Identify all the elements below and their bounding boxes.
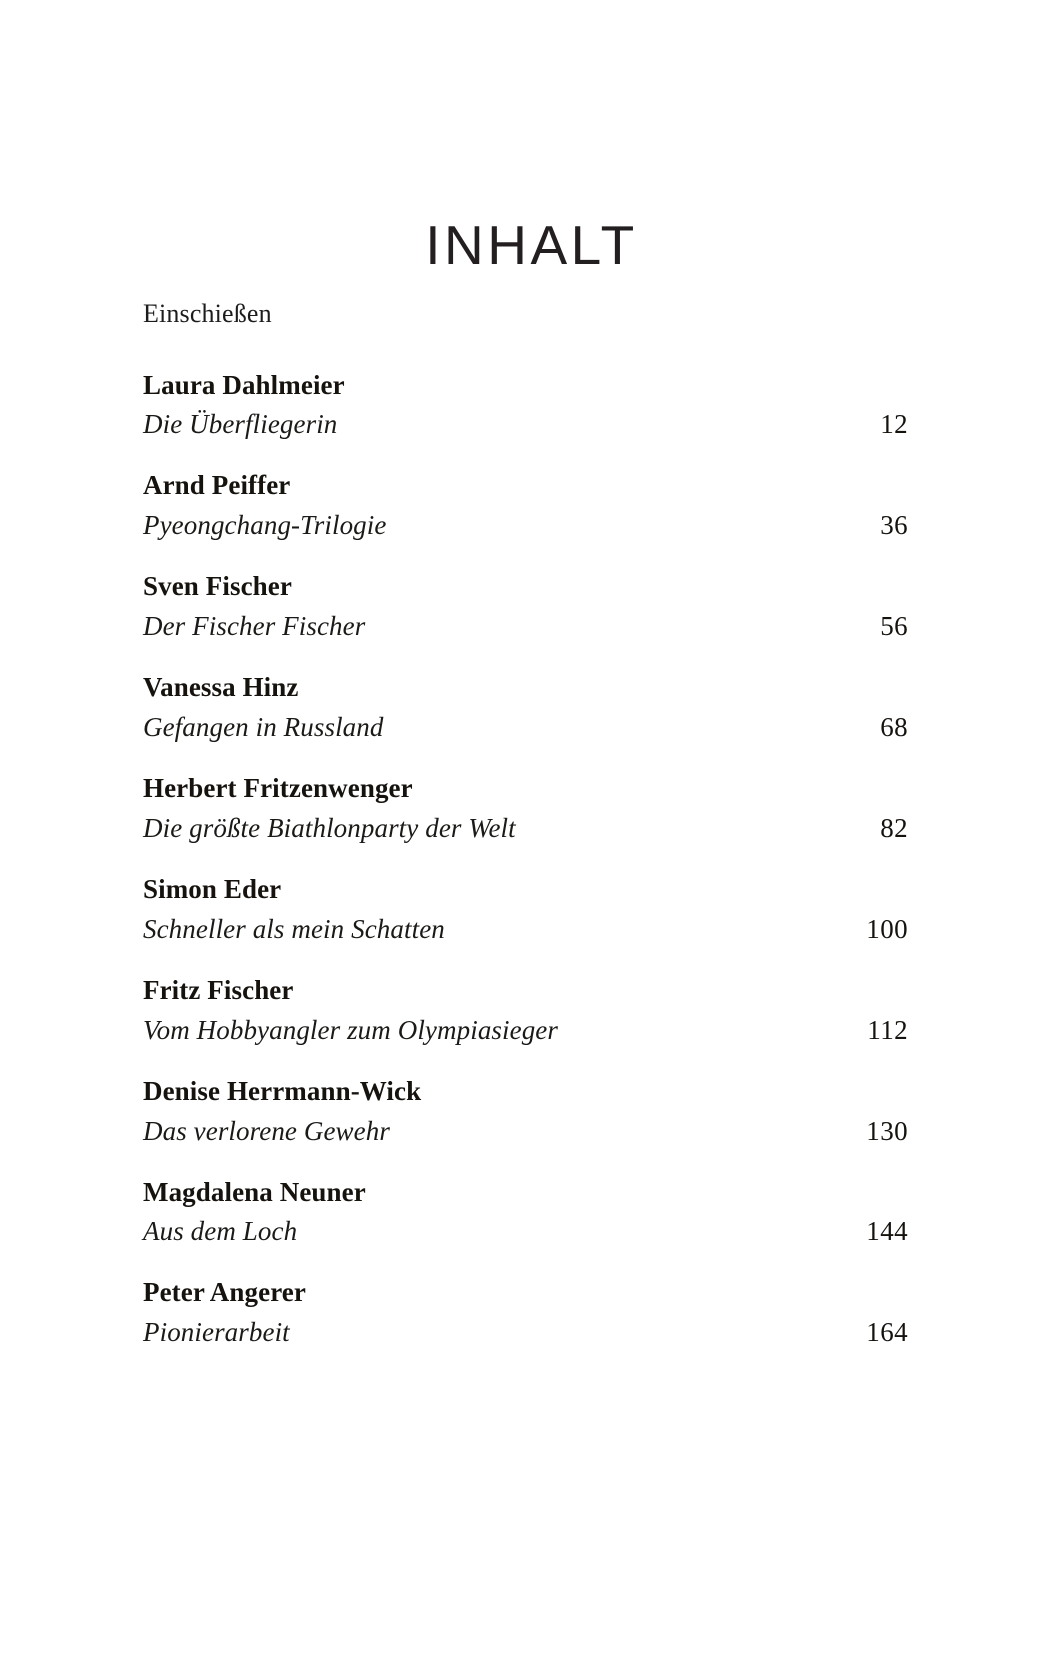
toc-entry-subtitle: Pyeongchang-Trilogie (143, 510, 387, 541)
toc-entry-name: Arnd Peiffer (143, 470, 291, 501)
toc-entry-name: Vanessa Hinz (143, 672, 299, 703)
toc-entry[interactable] (143, 1176, 908, 1249)
toc-entry-subtitle: Vom Hobbyangler zum Olympiasieger (143, 1014, 558, 1045)
toc-entry-name: Magdalena Neuner (143, 1176, 366, 1207)
toc-entry-name: Laura Dahlmeier (143, 369, 345, 400)
toc-entry[interactable] (143, 873, 908, 946)
toc-entry-line (143, 1215, 908, 1248)
toc-entry-line (143, 1014, 908, 1047)
toc-entry-subtitle: Schneller als mein Schatten (143, 913, 445, 944)
toc-entry-subtitle: Die Überfliegerin (143, 409, 338, 440)
toc-entry-page-number: 130 (866, 1115, 908, 1146)
section-label: Einschießen (143, 299, 272, 328)
toc-entry-line (143, 408, 908, 441)
toc-entry-subtitle: Aus dem Loch (143, 1216, 298, 1247)
toc-entry[interactable] (143, 1276, 908, 1349)
toc-entry-list (143, 369, 908, 1350)
toc-entry[interactable] (143, 469, 908, 542)
toc-entry-line (143, 913, 908, 946)
toc-entry-line (143, 1316, 908, 1349)
toc-entry-page-number: 144 (866, 1216, 908, 1247)
toc-entry[interactable] (143, 772, 908, 845)
toc-entry-line (143, 812, 908, 845)
table-of-contents (143, 298, 908, 1349)
toc-entry-name: Sven Fischer (143, 571, 292, 602)
toc-entry-name: Herbert Fritzenwenger (143, 773, 413, 803)
toc-entry[interactable] (143, 570, 908, 643)
toc-entry-name: Fritz Fischer (143, 974, 294, 1005)
toc-entry-name: Peter Angerer (143, 1277, 306, 1308)
toc-entry-subtitle: Gefangen in Russland (143, 712, 384, 743)
toc-entry-page-number: 68 (880, 712, 908, 743)
toc-entry-subtitle: Pionierarbeit (143, 1317, 290, 1348)
toc-entry-line (143, 711, 908, 744)
toc-entry-line (143, 1115, 908, 1148)
toc-entry-subtitle: Das verlorene Gewehr (143, 1115, 390, 1146)
toc-entry[interactable] (143, 369, 908, 442)
toc-entry-page-number: 164 (866, 1317, 908, 1348)
toc-entry[interactable] (143, 974, 908, 1047)
toc-entry-name: Simon Eder (143, 873, 282, 904)
toc-entry-name: Denise Herrmann-Wick (143, 1075, 422, 1106)
toc-entry-line (143, 509, 908, 542)
toc-entry-page-number: 100 (866, 913, 908, 944)
toc-entry-line (143, 610, 908, 643)
toc-entry-page-number: 36 (880, 510, 908, 541)
toc-entry-page-number: 82 (880, 812, 908, 843)
toc-entry-page-number: 56 (880, 611, 908, 642)
page-title: INHALT (425, 213, 638, 276)
toc-entry[interactable] (143, 671, 908, 744)
toc-entry-page-number: 12 (880, 409, 908, 440)
toc-entry-subtitle: Die größte Biathlonparty der Welt (143, 812, 516, 843)
toc-entry-page-number: 112 (867, 1014, 908, 1045)
toc-entry[interactable] (143, 1075, 908, 1148)
toc-entry-subtitle: Der Fischer Fischer (143, 611, 366, 642)
